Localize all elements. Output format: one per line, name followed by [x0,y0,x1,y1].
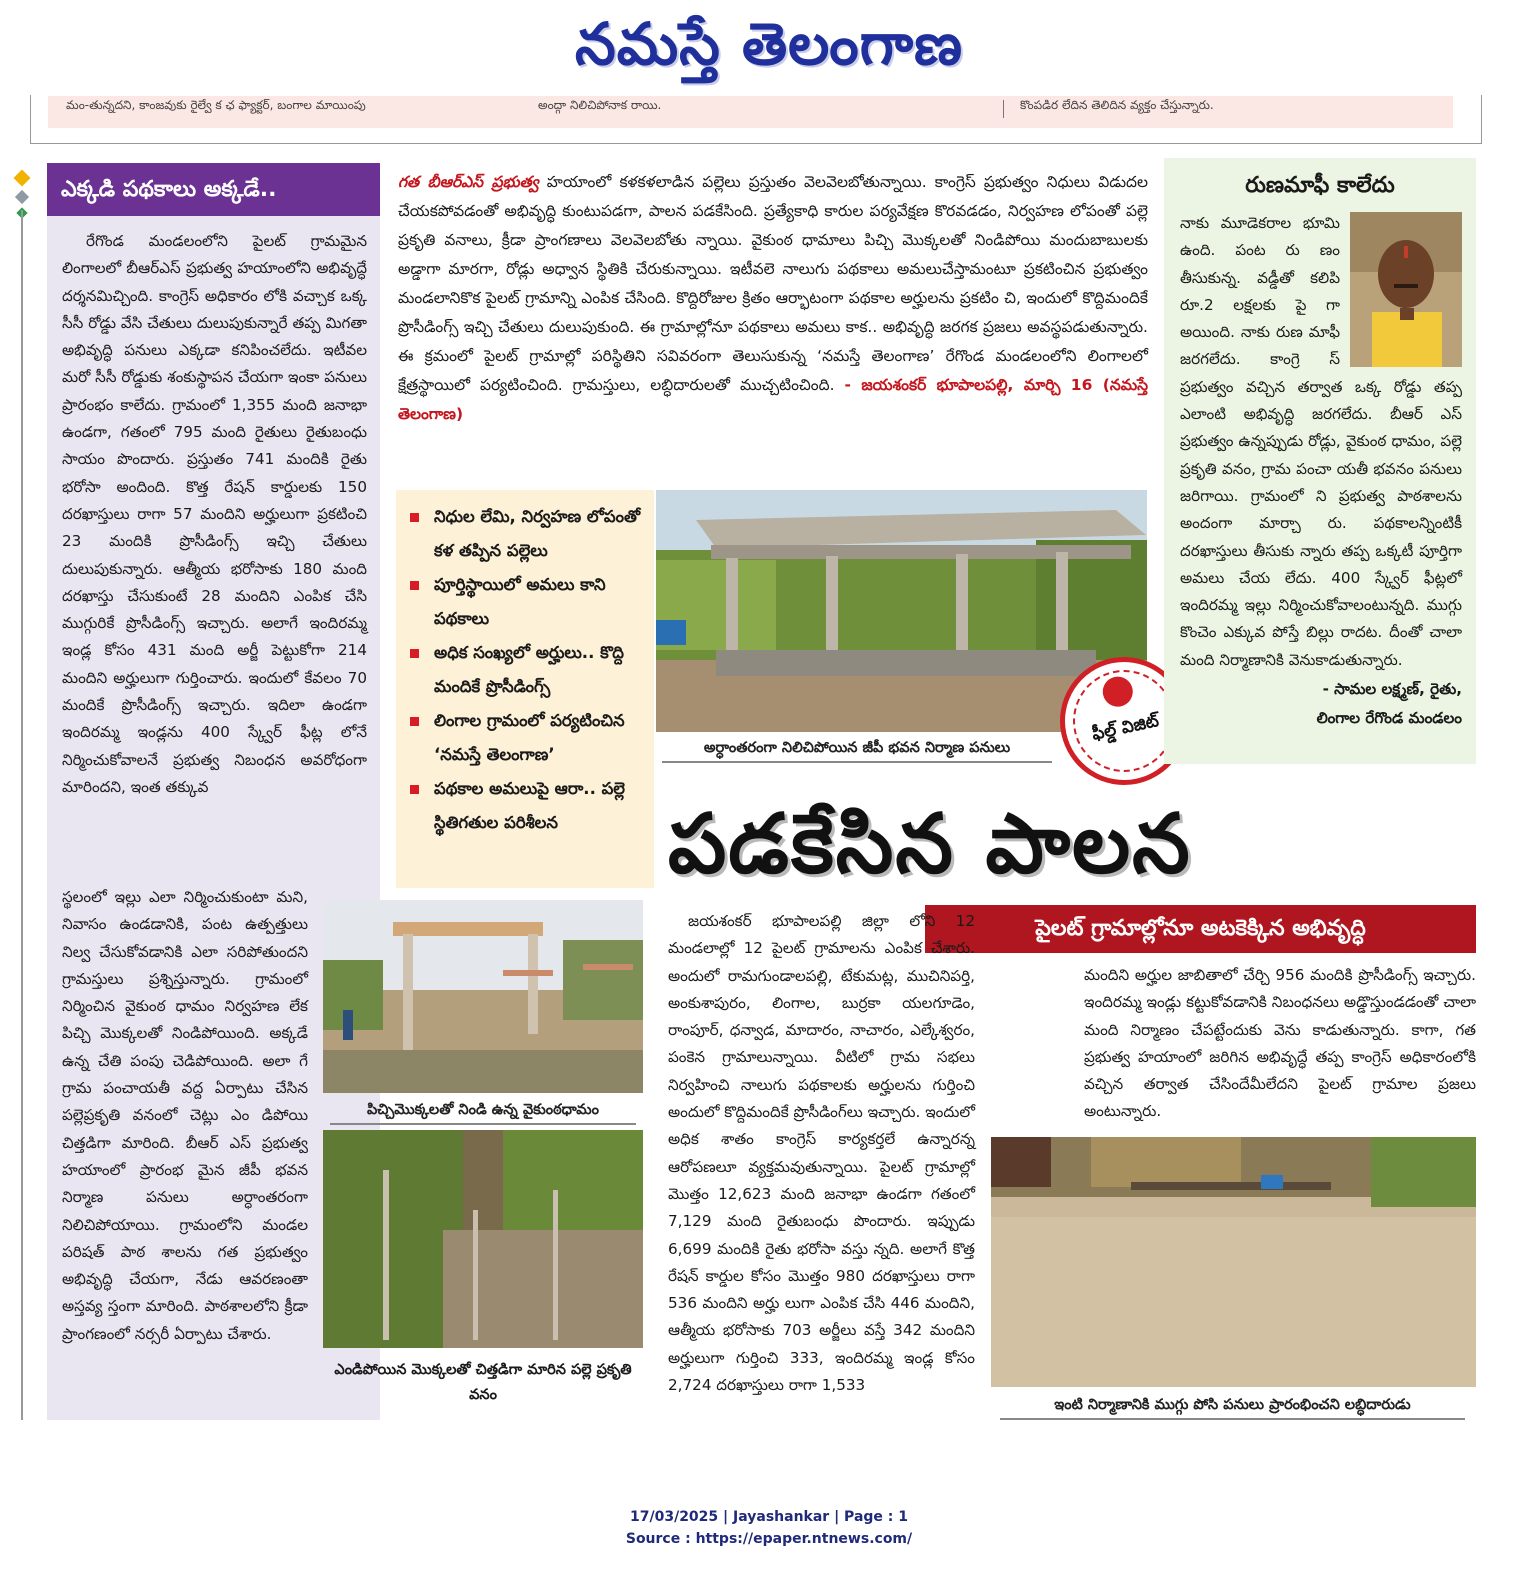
intro-paragraph [398,168,1148,429]
footer-date-line: 17/03/2025 | Jayashankar | Page : 1 [630,1509,908,1525]
body-column-2-text: మందిని అర్హుల జాబితాలో చేర్చి 956 మందికి ప్రొసీడింగ్స్ ఇచ్చారు. ఇందిరమ్మ ఇండ్లు కట్టుకోవడానికి నిబంధనలు అడ్డొస్తుండడంతో చాలా మంది నిర్మాణం చేపట్టేందుకు వెను కాడుతున్నారు. కాగా, గత ప్రభుత్వ హయాంలో జరిగిన అభివృద్ధే తప్ప కాంగ్రెస్ అధికారంలోకి వచ్చిన తర్వాత చేసిందేమీలేదని పైలట్ గ్రామాల ప్రజలు అంటున్నారు. [1084,966,1476,1121]
sidebar-sign-name: - సామల లక్ష్మణ్, రైతు, [1322,680,1462,699]
highlights-list [408,500,648,840]
highlight-item: లింగాల గ్రామంలో పర్యటించిన ‘నమస్తే తెలంగాణ’ [408,704,648,772]
highlight-item: అధిక సంఖ్యలో అర్హులు.. కొద్ది మందికే ప్రొసీడింగ్స్ [408,636,648,704]
top-strip-divider [1003,100,1004,118]
top-strip-middle: అంద్గా నిలిచిపోనాక రాయి. [538,98,662,112]
highlight-item: పూర్తిస్థాయిలో అమలు కాని పథకాలు [408,568,648,636]
sidebar-quote: నాకు మూడెకరాల భూమి ఉంది. పంట రు ణం తీసుకున్న. వడ్డీతో కలిపి రూ.2 లక్షలకు పై గా అయింది. నాకు రుణ మాఫీ జరగలేదు. కాంగ్రె స్ ప్రభుత్వం వచ్చిన తర్వాత ఒక్క రోడ్డు తప్ప ఎలాంటి అభివృద్ధి జరగలేదు. బీఆర్ ఎస్ ప్రభుత్వం ఉన్నప్పుడు రోడ్లు, వైకుంఠ ధామం, పల్లె ప్రకృతి వనం, గ్రామ పంచా యతీ భవనం పనులు జరిగాయి. గ్రామంలో ని ప్రభుత్వ పాఠశాలను అందంగా మార్చా రు. పథకాలన్నింటికీ దరఖాస్తులు తీసుకు న్నారు తప్ప ఒక్కటీ పూర్తిగా అమలు చేయ లేదు. 400 స్క్వేర్ ఫీట్లలో ఇందిరమ్మ ఇల్లు నిర్మించుకోవాలంటున్నది. ముగ్గు కొంచెం ఎక్కువ పోస్తే బిల్లు రాదట. దీంతో చాలా మంది నిర్మాణానికి వెనుకాడుతున్నారు. [1180,214,1462,669]
main-headline: పడకేసిన పాలన [668,797,1192,892]
stamp-label: ఫీల్డ్ విజిట్ [1090,711,1161,745]
left-column-paragraph-cont: స్థలంలో ఇల్లు ఎలా నిర్మించుకుంటా మని, నివాసం ఉండడానికి, పంట ఉత్పత్తులు నిల్వ చేసుకోవడానికి ఎలా సరిపోతుందని గ్రామస్తులు ప్రశ్నిస్తున్నారు. గ్రామంలో నిర్మించిన వైకుంఠ ధామం నిర్వహణ లేక పిచ్చి మొక్కలతో నిండిపోయింది. అక్కడే ఉన్న చేతి పంపు చెడిపోయింది. అలా గే గ్రామ పంచాయతీ వద్ద ఏర్పాటు చేసిన పల్లెప్రకృతి వనంలో చెట్లు ఎం డిపోయి చిత్తడిగా మారింది. బీఆర్ ఎస్ ప్రభుత్వ హయాంలో ప్రారంభ మైన జీపీ భవన నిర్మాణ పనులు అర్ధాంతరంగా నిలిచిపోయాయి. గ్రామంలోని మండల పరిషత్ పాఠ శాలను గత ప్రభుత్వం అభివృద్ధి చేయగా, నేడు ఆవరణంతా అస్తవ్య స్తంగా మారింది. పాఠశాలలోని క్రీడా ప్రాంగణంలో నర్సరీ ఏర్పాటు చేశారు. [62,888,308,1343]
left-column-paragraph: రేగొండ మండలంలోని పైలట్ గ్రామమైన లింగాలలో బీఆర్‌ఎస్ ప్రభుత్వ హయాంలోని అభివృద్ధే దర్శనమిచ్చింది. కాంగ్రెస్ అధికారం లోకి వచ్చాక ఒక్క సీసీ రోడ్డు వేసి చేతులు దులుపుకున్నారే తప్ప మిగతా అభివృద్ధి పనులు ఎక్కడా కనిపించలేదు. ఇటీవల మరో సీసీ రోడ్డుకు శంకుస్థాపన చేయగా ఇంకా పనులు ప్రారంభం కాలేదు. గ్రామంలో 1,355 మంది జనాభా ఉండగా, గతంలో 795 మంది రైతులు రైతుబంధు సాయం పొందారు. ప్రస్తుతం 741 మందికి రైతు భరోసా అందింది. కొత్త రేషన్ కార్డులకు 150 దరఖాస్తులు రాగా 57 మందిని అర్హులుగా ప్రకటించి 23 మందికి ప్రొసీడింగ్స్ ఇచ్చి చేతులు దులుపుకున్నారు. ఆత్మీయ భరోసాకు 180 మంది దరఖాస్తు చేసుకుంటే 28 మందిని ఎంపిక చేసి ముగ్గురికే ప్రొసీడింగ్స్ ఇచ్చారు. అలాగే ఇందిరమ్మ ఇండ్ల కోసం 431 మంది అర్జీ పెట్టుకోగా 214 మందిని అర్హులుగా గుర్తించారు. ఇందులో కేవలం 70 మందికే ప్రొసీడింగ్స్ ఇచ్చారు. ఇదిలా ఉండగా ఇందిరమ్మ ఇండ్లను 400 స్క్వేర్ ఫీట్ల లోనే నిర్మించుకోవాలనే ప్రభుత్వ నిబంధన అవరోధంగా మారిందని, ఇంత తక్కువ [62,232,367,796]
nature-park-photo [323,1130,643,1348]
highlight-item: నిధుల లేమి, నిర్వహణ లోపంతో కళ తప్పిన పల్లెలు [408,500,648,568]
nature-park-caption: ఎండిపోయిన మొక్కలతో చిత్తడిగా మారిన పల్లె ప్రకృతి వనం [334,1362,632,1403]
gp-building-caption: అర్ధాంతరంగా నిలిచిపోయిన జీపీ భవన నిర్మాణ పనులు [662,735,1052,763]
left-column-text-cont [62,884,308,1348]
body-column-1 [668,908,975,1399]
highlight-item: పథకాల అమలుపై ఆరా.. పల్లె స్థితిగతుల పరిశీలన [408,772,648,840]
intro-text: హయాంలో కళకళలాడిన పల్లెలు ప్రస్తుతం వెలవెలబోతున్నాయి. కాంగ్రెస్ ప్రభుత్వం నిధులు విడుదల చేయకపోవడంతో అభివృద్ధి కుంటుపడగా, పాలన పడకేసింది. ప్రత్యేకాధి కారుల పర్యవేక్షణ కొరవడడం, నిర్వహణ లోపంతో పల్లె ప్రకృతి వనాలు, క్రీడా ప్రాంగణాలు వెలవెలబోతు న్నాయి. వైకుంఠ ధామాలు పిచ్చి మొక్కలతో నిండిపోయి మందుబాబులకు అడ్డాగా మారగా, రోడ్లు అధ్వాన స్థితికి చేరుకున్నాయి. ఇటీవలె నాలుగు పథకాలు అమలుచేస్తామంటూ ప్రకటించిన ప్రభుత్వం మండలానికొక పైలట్ గ్రామాన్ని ఎంపిక చేసింది. కొద్దిరోజుల క్రితం ఆర్భాటంగా పథకాల అర్హులను ప్రకటిం చి, ఇందులో కొద్దిమందికే ప్రొసీడింగ్స్ ఇచ్చి చేతులు దులుపుకుంది. ఈ గ్రామాల్లోనూ పథకాలు అమలు కాక.. అభివృద్ధి జరగక ప్రజలు అవస్థపడుతున్నారు. ఈ క్రమంలో పైలట్ గ్రామాల్లో పరిస్థితిని సవివరంగా తెలుసుకున్న ‘నమస్తే తెలంగాణ’ రేగొండ మండలంలోని లింగాలలో క్షేత్రస్థాయిలో పర్యటించింది. గ్రామస్తులు, లబ్ధిదారులతో ముచ్చటించింది. [398,173,1148,394]
footer-source-line[interactable]: Source : https://epaper.ntnews.com/ [625,1531,913,1547]
sub-headline: పైలట్ గ్రామాల్లోనూ అటకెక్కిన అభివృద్ధి [925,905,1476,953]
house-site-photo [991,1137,1476,1387]
sidebar-sign-place: లింగాల రేగొండ మండలం [1316,709,1462,728]
page-footer [0,1506,1538,1550]
masthead-title: నమస్తే తెలంగాణ [575,10,963,78]
yellow-diamond-icon [14,170,31,187]
sidebar-text [1180,210,1462,733]
grey-diamond-icon [15,190,29,204]
left-column-heading: ఎక్కడి పథకాలు అక్కడే.. [47,163,380,216]
left-column-text [62,228,367,801]
top-strip-left: మం-తున్నదని, కాంజవుకు రైల్వే క ఛ ఫ్యాక్టర్, బంగాల మాయింపు [66,98,366,112]
vaikuntham-photo [323,900,643,1093]
body-column-2 [1084,962,1476,1126]
body-column-1-text: జయశంకర్ భూపాలపల్లి జిల్లా లోని 12 మండలాల్లో 12 పైలట్ గ్రామాలను ఎంపిక చేశారు. అందులో రామగుండాలపల్లి, టేకుమట్ల, ముచినిపర్తి, అంకుశాపురం, లింగాల, బుర్రకా యలగూడెం, రాంపూర్, ధన్వాడ, మాదారం, నాచారం, ఎల్కేశ్వరం, పంకెన గ్రామాలున్నాయి. వీటిలో గ్రామ సభలు నిర్వహించి నాలుగు పథకాలకు అర్హులను గుర్తించి అందులో కొద్దిమందికే ప్రొసీడింగ్‌లు ఇచ్చారు. ఇందులో అధిక శాతం కాంగ్రెస్ కార్యకర్తలే ఉన్నారన్న ఆరోపణలూ వ్యక్తమవుతున్నాయి. పైలట్ గ్రామాల్లో మొత్తం 12,623 మంది జనాభా ఉండగా గతంలో 7,129 మంది రైతుబంధు పొందారు. ఇప్పుడు 6,699 మందికి రైతు భరోసా వస్తు న్నది. అలాగే కొత్త రేషన్ కార్డుల కోసం మొత్తం 980 దరఖాస్తులు రాగా 536 మందిని అర్హు లుగా ఎంపిక చేసి 446 మందిని, ఆత్మీయ భరోసాకు 703 అర్జీలు వస్తే 342 మందిని అర్హులుగా గుర్తించి 333, ఇందిరమ్మ ఇండ్ల కోసం 2,724 దరఖాస్తులు రాగా 1,533 [668,912,975,1395]
farmer-portrait [1350,212,1462,367]
vaikuntham-caption: పిచ్చిమొక్కలతో నిండి ఉన్న వైకుంఠధామం [330,1097,636,1125]
left-rule [21,210,23,1420]
intro-credit: - జయశంకర్ భూపాలపల్లి, మార్చి 16 (నమస్తే తెలంగాణ) [398,376,1149,423]
house-site-caption: ఇంటి నిర్మాణానికి ముగ్గు పోసి పనులు ప్రారంభించని లబ్ధిదారుడు [1000,1392,1465,1420]
top-strip-right: కొంపడిర లేదిన తెలిదిన వ్యక్తం చేస్తున్నారు. [1020,98,1214,112]
intro-lead: గత బీఆర్‌ఎస్ ప్రభుత్వ [398,173,539,191]
sidebar-heading: రుణమాఫీ కాలేదు [1245,173,1395,198]
top-strip [48,96,1453,128]
